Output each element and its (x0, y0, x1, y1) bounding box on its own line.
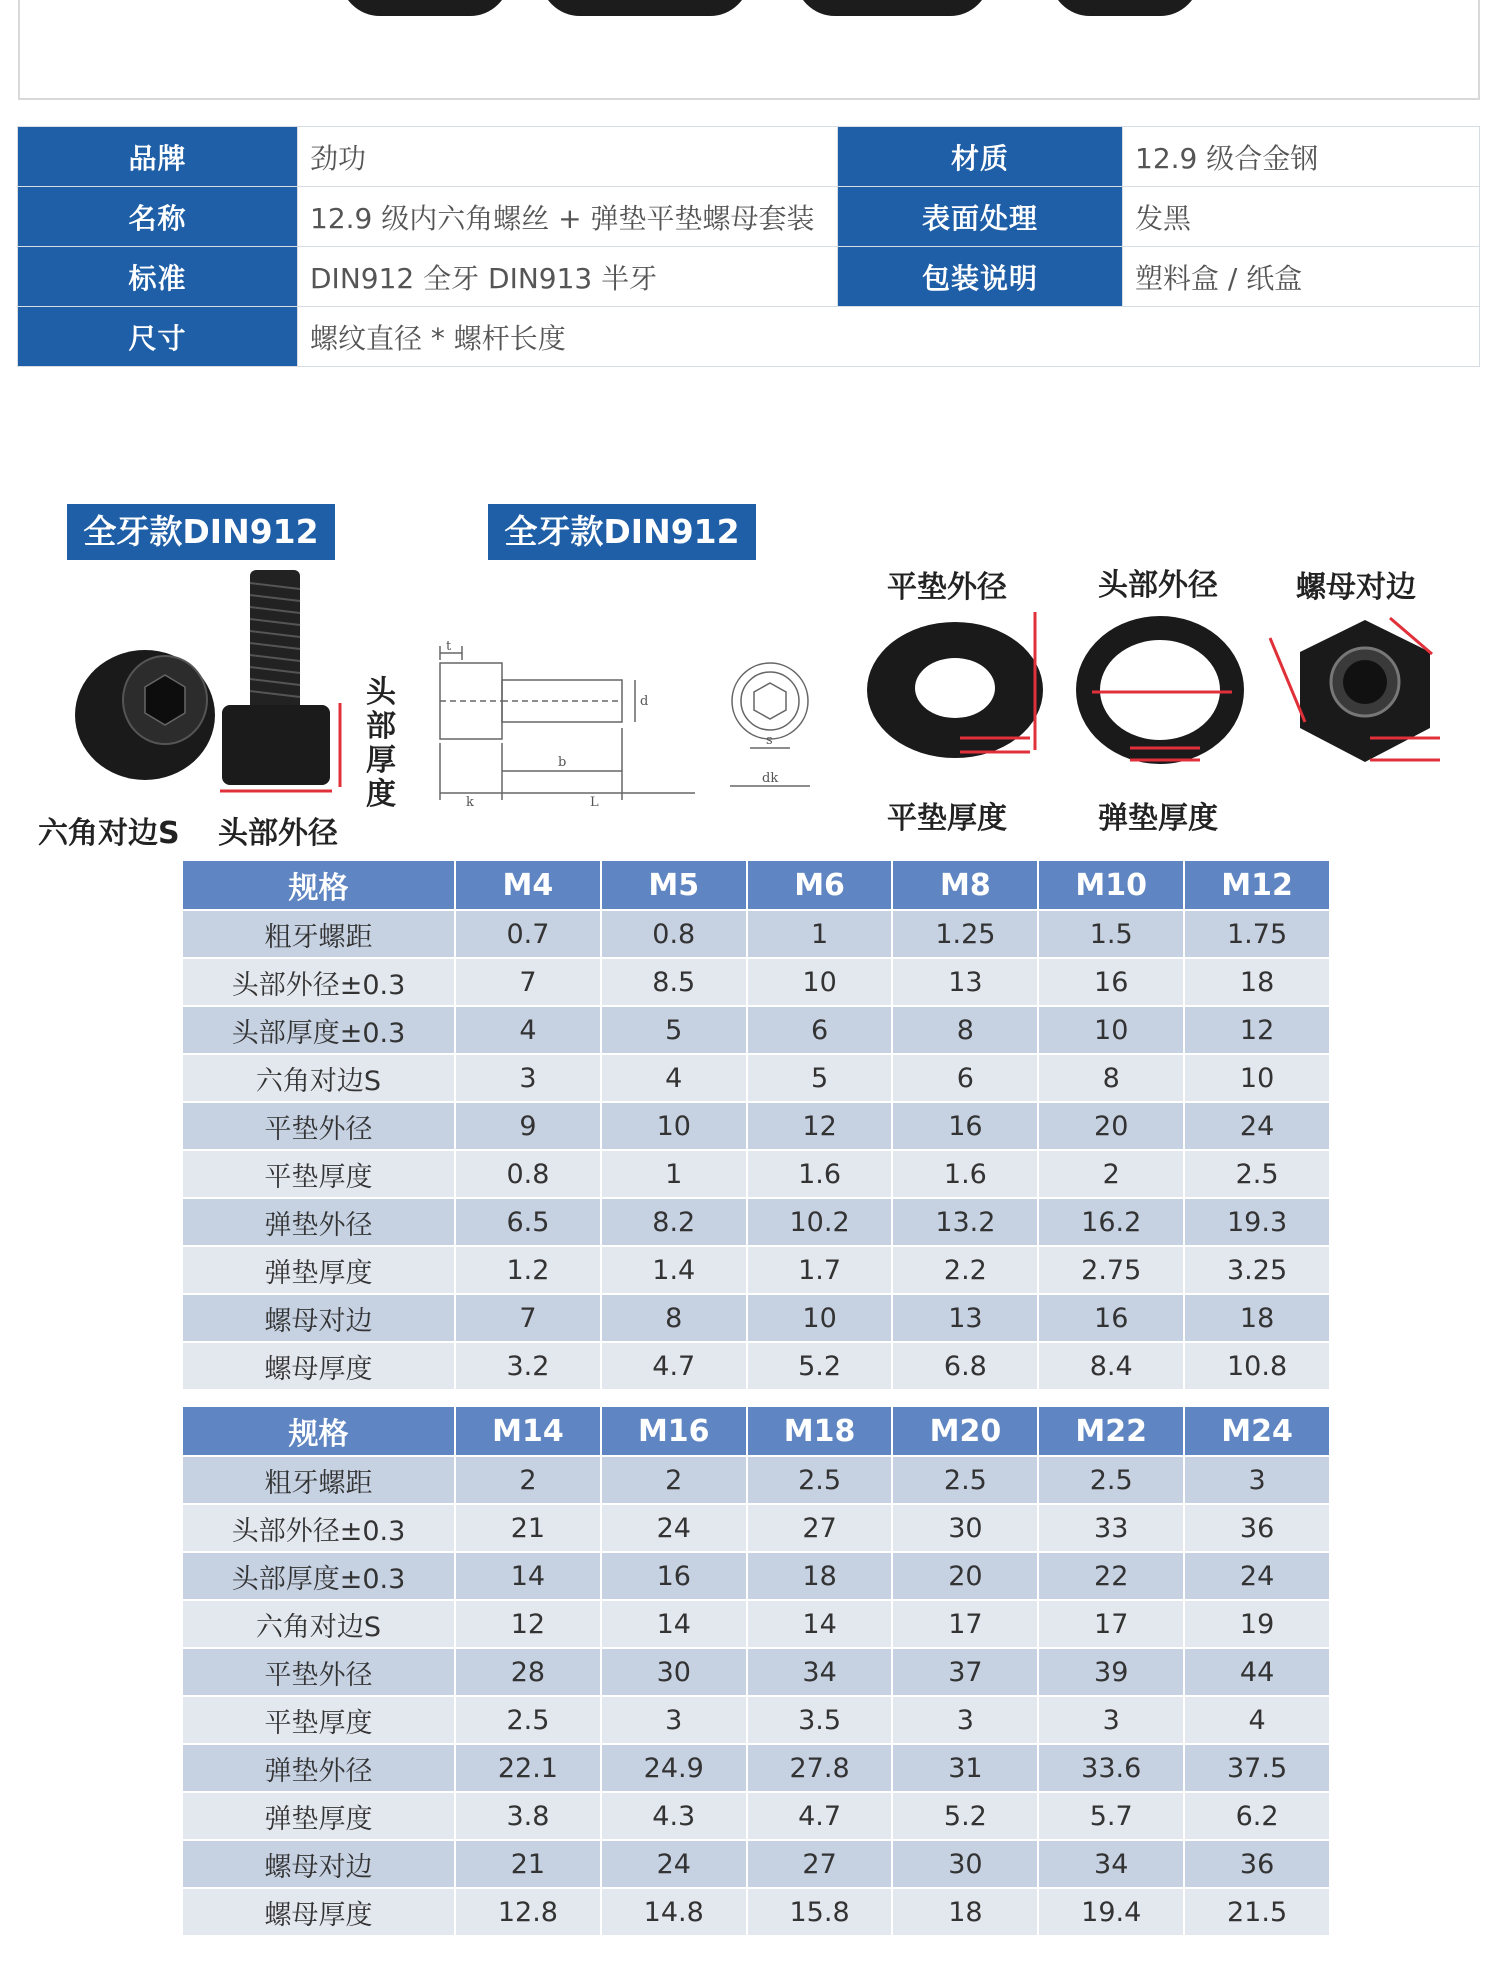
spec-cell: 5 (601, 1006, 747, 1054)
spec-cell: 3 (892, 1696, 1038, 1744)
spec-cell: 8 (601, 1294, 747, 1342)
spec-row (183, 1888, 1330, 1936)
info-row (18, 307, 1480, 367)
info-value: 12.9 级合金钢 (1123, 127, 1480, 187)
info-value: DIN912 全牙 DIN913 半牙 (298, 247, 838, 307)
spec-cell: 2 (455, 1456, 601, 1504)
spec-cell: 24 (1184, 1102, 1330, 1150)
spec-cell: 14.8 (601, 1888, 747, 1936)
spec-cell: 6.8 (892, 1342, 1038, 1390)
spec-cell: 27 (747, 1840, 893, 1888)
spec-cell: 33 (1038, 1504, 1184, 1552)
spec-row (183, 1246, 1330, 1294)
spec-cell: 10 (601, 1102, 747, 1150)
spec-row-label: 弹垫外径 (183, 1198, 455, 1246)
spec-cell: 5 (747, 1054, 893, 1102)
spec-cell: 4 (1184, 1696, 1330, 1744)
spec-cell: 8 (1038, 1054, 1184, 1102)
label-head-od: 头部外径 (1098, 568, 1218, 603)
info-row (18, 187, 1480, 247)
spec-cell: 2.5 (455, 1696, 601, 1744)
spec-cell: 6.2 (1184, 1792, 1330, 1840)
spec-cell: 36 (1184, 1840, 1330, 1888)
spec-cell: 2.5 (747, 1456, 893, 1504)
spec-cell: 10.8 (1184, 1342, 1330, 1390)
spec-cell: 2 (601, 1456, 747, 1504)
spec-cell: 10.2 (747, 1198, 893, 1246)
spec-cell: 3 (455, 1054, 601, 1102)
spec-cell: 10 (1184, 1054, 1330, 1102)
spec-cell: 20 (892, 1552, 1038, 1600)
label-flat-washer-od: 平垫外径 (887, 570, 1007, 605)
spec-row (183, 1102, 1330, 1150)
info-label: 品牌 (18, 127, 298, 187)
spec-cell: 44 (1184, 1648, 1330, 1696)
spec-row-label: 平垫厚度 (183, 1696, 455, 1744)
spec-row-label: 粗牙螺距 (183, 1456, 455, 1504)
spec-cell: 5.2 (892, 1792, 1038, 1840)
label-flat-washer-thickness: 平垫厚度 (887, 801, 1007, 836)
spec-table-m14-m24 (183, 1407, 1331, 1937)
spec-row-label: 螺母对边 (183, 1840, 455, 1888)
spec-table-body (183, 910, 1330, 1390)
spec-cell: 2.5 (1038, 1456, 1184, 1504)
spec-row-label: 弹垫外径 (183, 1744, 455, 1792)
info-label: 尺寸 (18, 307, 298, 367)
spec-cell: 4 (455, 1006, 601, 1054)
info-value: 塑料盒 / 纸盒 (1123, 247, 1480, 307)
spec-cell: 1.25 (892, 910, 1038, 958)
dim-label-dk: dk (762, 771, 779, 786)
spec-row-label: 头部外径±0.3 (183, 958, 455, 1006)
spec-cell: 16 (601, 1552, 747, 1600)
spec-cell: 31 (892, 1744, 1038, 1792)
spec-cell: 18 (1184, 1294, 1330, 1342)
spec-row (183, 1600, 1330, 1648)
spec-cell: 15.8 (747, 1888, 893, 1936)
product-info-table (17, 126, 1479, 362)
spec-cell: 1 (747, 910, 893, 958)
spec-row-label: 平垫外径 (183, 1102, 455, 1150)
spec-cell: 24 (1184, 1552, 1330, 1600)
spec-cell: 22 (1038, 1552, 1184, 1600)
spec-cell: 1.2 (455, 1246, 601, 1294)
spec-cell: 10 (747, 958, 893, 1006)
spec-table-m4-m12 (183, 861, 1331, 1391)
spec-header-cell: M5 (601, 861, 747, 910)
banner-full-thread-left: 全牙款DIN912 (67, 504, 335, 560)
spec-cell: 3 (601, 1696, 747, 1744)
spec-row (183, 1504, 1330, 1552)
info-label: 包装说明 (838, 247, 1123, 307)
info-value: 发黑 (1123, 187, 1480, 247)
spec-row (183, 1456, 1330, 1504)
spring-washer-icon (1088, 628, 1232, 752)
spec-cell: 1 (601, 1150, 747, 1198)
spec-cell: 0.8 (455, 1150, 601, 1198)
spec-cell: 13 (892, 1294, 1038, 1342)
label-spring-washer-thickness: 弹垫厚度 (1098, 801, 1218, 836)
spec-cell: 8.5 (601, 958, 747, 1006)
spec-row (183, 1150, 1330, 1198)
label-nut-flats: 螺母对边 (1296, 570, 1416, 605)
dim-label-b: b (558, 755, 567, 770)
spec-cell: 4 (601, 1054, 747, 1102)
spec-row-label: 弹垫厚度 (183, 1246, 455, 1294)
spec-row-label: 头部厚度±0.3 (183, 1006, 455, 1054)
info-label: 名称 (18, 187, 298, 247)
spec-cell: 0.8 (601, 910, 747, 958)
spec-cell: 8.2 (601, 1198, 747, 1246)
spec-cell: 18 (1184, 958, 1330, 1006)
bolt-head-image (795, 0, 990, 16)
spec-cell: 17 (892, 1600, 1038, 1648)
spec-cell: 34 (1038, 1840, 1184, 1888)
spec-cell: 1.6 (892, 1150, 1038, 1198)
spec-cell: 6 (747, 1006, 893, 1054)
spec-cell: 37 (892, 1648, 1038, 1696)
spec-header-cell: M8 (892, 861, 1038, 910)
info-label: 标准 (18, 247, 298, 307)
info-value: 螺纹直径 * 螺杆长度 (298, 307, 1480, 367)
spec-cell: 39 (1038, 1648, 1184, 1696)
spec-cell: 3.2 (455, 1342, 601, 1390)
bolt-head-image (1050, 0, 1200, 16)
spec-cell: 4.3 (601, 1792, 747, 1840)
spec-cell: 17 (1038, 1600, 1184, 1648)
spec-cell: 3.8 (455, 1792, 601, 1840)
spec-cell: 19 (1184, 1600, 1330, 1648)
spec-cell: 30 (892, 1504, 1038, 1552)
spec-row (183, 1054, 1330, 1102)
spec-cell: 37.5 (1184, 1744, 1330, 1792)
spec-row (183, 1006, 1330, 1054)
spec-cell: 18 (747, 1552, 893, 1600)
spec-cell: 21 (455, 1840, 601, 1888)
spec-cell: 1.6 (747, 1150, 893, 1198)
spec-cell: 5.2 (747, 1342, 893, 1390)
spec-row-label: 螺母厚度 (183, 1888, 455, 1936)
spec-cell: 33.6 (1038, 1744, 1184, 1792)
spec-header-cell: M24 (1184, 1407, 1330, 1456)
spec-row (183, 1648, 1330, 1696)
caption-head-diameter: 头部外径 (218, 816, 338, 851)
spec-cell: 3 (1184, 1456, 1330, 1504)
spec-row (183, 1198, 1330, 1246)
spec-cell: 20 (1038, 1102, 1184, 1150)
spec-row-label: 螺母对边 (183, 1294, 455, 1342)
spec-header-cell: M14 (455, 1407, 601, 1456)
spec-cell: 1.5 (1038, 910, 1184, 958)
spec-cell: 0.7 (455, 910, 601, 958)
spec-row (183, 1294, 1330, 1342)
spec-cell: 12 (747, 1102, 893, 1150)
spec-row (183, 910, 1330, 958)
spec-header-cell: M4 (455, 861, 601, 910)
spec-cell: 16.2 (1038, 1198, 1184, 1246)
head-thickness-vertical-label: 头部厚度 (366, 675, 396, 812)
spec-header-row (183, 861, 1330, 910)
spec-cell: 18 (892, 1888, 1038, 1936)
spec-cell: 16 (892, 1102, 1038, 1150)
spec-row (183, 1744, 1330, 1792)
spec-cell: 28 (455, 1648, 601, 1696)
caption-hex-flats: 六角对边S (38, 816, 180, 851)
spec-cell: 1.7 (747, 1246, 893, 1294)
spec-cell: 10 (747, 1294, 893, 1342)
spec-cell: 3.5 (747, 1696, 893, 1744)
dim-label-s: s (766, 733, 773, 748)
dim-label-d: d (640, 694, 649, 709)
spec-cell: 1.75 (1184, 910, 1330, 958)
info-label: 材质 (838, 127, 1123, 187)
spec-cell: 14 (747, 1600, 893, 1648)
info-value: 劲功 (298, 127, 838, 187)
spec-row-label: 平垫外径 (183, 1648, 455, 1696)
spec-row-label: 六角对边S (183, 1054, 455, 1102)
drawing-head-top-view (732, 663, 808, 739)
spec-cell: 9 (455, 1102, 601, 1150)
spec-cell: 6.5 (455, 1198, 601, 1246)
spec-cell: 24.9 (601, 1744, 747, 1792)
spec-cell: 7 (455, 958, 601, 1006)
spec-cell: 24 (601, 1840, 747, 1888)
spec-cell: 4.7 (601, 1342, 747, 1390)
spec-row-label: 头部外径±0.3 (183, 1504, 455, 1552)
info-label: 表面处理 (838, 187, 1123, 247)
spec-header-cell: M12 (1184, 861, 1330, 910)
spec-cell: 2.75 (1038, 1246, 1184, 1294)
spec-cell: 3 (1038, 1696, 1184, 1744)
spec-header-cell: M22 (1038, 1407, 1184, 1456)
spec-cell: 10 (1038, 1006, 1184, 1054)
spec-cell: 34 (747, 1648, 893, 1696)
info-value: 12.9 级内六角螺丝 + 弹垫平垫螺母套装 (298, 187, 838, 247)
spec-cell: 12 (1184, 1006, 1330, 1054)
spec-cell: 12 (455, 1600, 601, 1648)
spec-row-label: 六角对边S (183, 1600, 455, 1648)
spec-cell: 21.5 (1184, 1888, 1330, 1936)
spec-cell: 22.1 (455, 1744, 601, 1792)
spec-row-label: 平垫厚度 (183, 1150, 455, 1198)
spec-cell: 4.7 (747, 1792, 893, 1840)
spec-cell: 19.3 (1184, 1198, 1330, 1246)
spec-row-label: 螺母厚度 (183, 1342, 455, 1390)
spec-cell: 14 (601, 1600, 747, 1648)
spec-cell: 27.8 (747, 1744, 893, 1792)
banner-full-thread-mid: 全牙款DIN912 (488, 504, 756, 560)
spec-row (183, 1792, 1330, 1840)
spec-cell: 8.4 (1038, 1342, 1184, 1390)
spec-cell: 21 (455, 1504, 601, 1552)
dim-label-k: k (466, 795, 474, 810)
spec-cell: 6 (892, 1054, 1038, 1102)
spec-table-body (183, 1456, 1330, 1936)
spec-row-label: 头部厚度±0.3 (183, 1552, 455, 1600)
spec-cell: 2.2 (892, 1246, 1038, 1294)
spec-row-label: 弹垫厚度 (183, 1792, 455, 1840)
dim-label-L: L (590, 795, 599, 810)
dim-label-t: t (446, 639, 452, 654)
spec-cell: 2.5 (1184, 1150, 1330, 1198)
spec-cell: 1.4 (601, 1246, 747, 1294)
spec-header-cell: 规格 (183, 861, 455, 910)
spec-cell: 13.2 (892, 1198, 1038, 1246)
spec-cell: 24 (601, 1504, 747, 1552)
spec-row (183, 1552, 1330, 1600)
washer-nut-illustration (860, 610, 1460, 780)
spec-cell: 16 (1038, 1294, 1184, 1342)
spec-header-cell: 规格 (183, 1407, 455, 1456)
spec-cell: 13 (892, 958, 1038, 1006)
spec-cell: 3.25 (1184, 1246, 1330, 1294)
spec-row (183, 958, 1330, 1006)
spec-cell: 8 (892, 1006, 1038, 1054)
spec-cell: 27 (747, 1504, 893, 1552)
info-row (18, 127, 1480, 187)
spec-cell: 5.7 (1038, 1792, 1184, 1840)
spec-cell: 7 (455, 1294, 601, 1342)
spec-row (183, 1342, 1330, 1390)
spec-cell: 2 (1038, 1150, 1184, 1198)
spec-row-label: 粗牙螺距 (183, 910, 455, 958)
bolt-technical-drawing (430, 638, 850, 810)
spec-cell: 36 (1184, 1504, 1330, 1552)
bolt-photo-illustration (50, 565, 370, 805)
spec-header-cell: M10 (1038, 861, 1184, 910)
spec-cell: 30 (892, 1840, 1038, 1888)
bolt-head-upright (222, 705, 330, 785)
spec-cell: 16 (1038, 958, 1184, 1006)
spec-header-cell: M16 (601, 1407, 747, 1456)
spec-cell: 2.5 (892, 1456, 1038, 1504)
spec-row (183, 1840, 1330, 1888)
info-row (18, 247, 1480, 307)
spec-cell: 12.8 (455, 1888, 601, 1936)
bolt-head-image (540, 0, 750, 16)
spec-header-cell: M6 (747, 861, 893, 910)
spec-header-cell: M18 (747, 1407, 893, 1456)
product-photo-frame (18, 0, 1480, 100)
spec-cell: 14 (455, 1552, 601, 1600)
spec-row (183, 1696, 1330, 1744)
spec-cell: 30 (601, 1648, 747, 1696)
spec-header-row (183, 1407, 1330, 1456)
spec-cell: 19.4 (1038, 1888, 1184, 1936)
spec-header-cell: M20 (892, 1407, 1038, 1456)
bolt-head-image (340, 0, 510, 16)
